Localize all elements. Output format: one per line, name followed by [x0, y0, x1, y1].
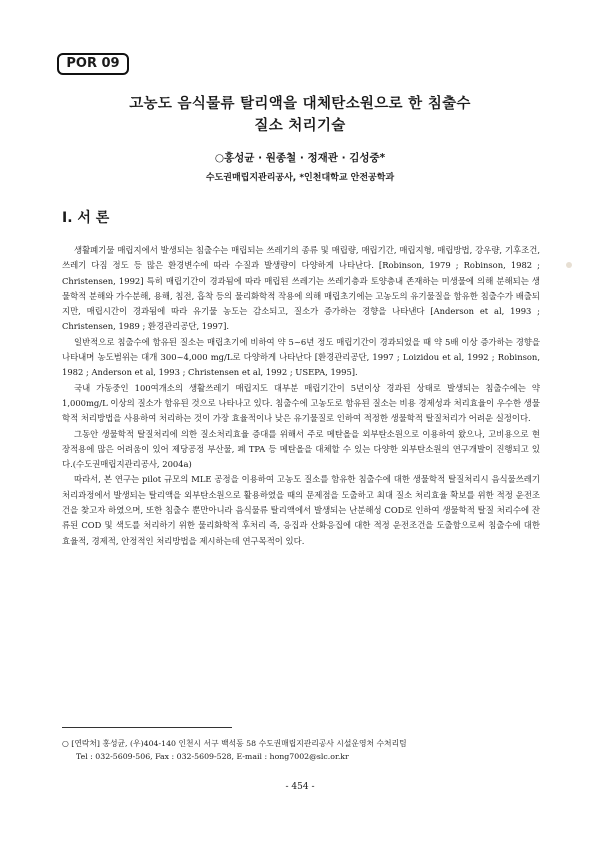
paragraph: 따라서, 본 연구는 pilot 규모의 MLE 공정을 이용하여 고농도 질소를 함유한 침출수에 대한 생물학적 탈질처리시 음식물쓰레기 처리과정에서 발생되는 탈리액을 외부탄소원으로 활용하였을 때의 문제점을 도출하고 최대 질소 처리효율 확보를 위한 적정 운전조건을 찾고자 하였으며, 또한 침출수 뿐만아니라 음식물류 탈리액에서 발생되는 난분해성 COD로 인하여 생물학적 탈질 처리수에 잔류된 COD 및 색도를 처리하기 위한 물리화학적 후처리 즉, 응집과 산화응집에 대한 적정 운전조건을 도출함으로써 침출수에 대한 효율적, 경제적, 안정적인 처리방법을 제시하는데 연구목적이 있다. [62, 474, 540, 546]
paper-title-line-2: 질소 처리기술 [254, 118, 346, 134]
paper-title-line-1: 고농도 음식물류 탈리액을 대체탄소원으로 한 침출수 [129, 96, 471, 112]
paragraph: 생활폐기물 매립지에서 발생되는 침출수는 매립되는 쓰레기의 종류 및 매립량, 매립기간, 매립지형, 매립방법, 강우량, 기후조건, 쓰레기 다짐 정도 등 많은 환경변수에 따라 수질과 발생량이 다양하게 나타난다. [Robinson, 1979 ; Robinson, 1982 ; Christensen, 1992] 특히 매립기간이 경과됨에 따라 매립된 쓰레기는 쓰레기층과 토양층내 존재하는 미생물에 의해 분해되는 생물학적 분해와 가수분해, 용해, 침전, 흡착 등의 물리화학적 작용에 의해 매립초기에는 고농도의 유기물질을 함유한 침출수가 배출되지만, 매립시간이 경과됨에 따라 유기물 농도는 감소되고, 질소가 증가하는 경향을 나타낸다 [Anderson et al, 1993 ; Christensen, 1989 ; 환경관리공단, 1997]. [62, 245, 540, 332]
footnote-phone-email: Tel : 032-5609-506, Fax : 032-5609-528, E-mail : hong7002@slc.or.kr [76, 752, 349, 761]
page-number: - 454 - [285, 782, 315, 792]
session-tag: POR 09 [57, 53, 129, 75]
paragraph: 국내 가동중인 100여개소의 생활쓰레기 매립지도 대부분 매립기간이 5년이상 경과된 상태로 발생되는 침출수에는 약 1,000mg/L 이상의 질소가 함유된 것으로 나타나고 있다. 침출수에 고농도로 함유된 질소는 비용 경제성과 처리효율이 우수한 생물학적 처리방법을 사용하여 처리하는 것이 가장 효율적이나 낮은 유기물질로 인하여 적정한 생물학적 탈질처리가 어려운 실정이다. [62, 382, 540, 424]
paragraph: 그동안 생물학적 탈질처리에 의한 질소처리효율 증대를 위해서 주로 메탄올을 외부탄소원으로 이용하여 왔으나, 고비용으로 현장적용에 많은 어려움이 있어 제당공정 부산물, 폐 TPA 등 메탄올을 대체할 수 있는 다양한 외부탄소원의 연구개발이 진행되고 있다.(수도권매립지관리공사, 2004a) [62, 428, 540, 470]
footnote-divider [62, 727, 232, 728]
footnote-contact: ○ [연락처] 홍성균, (우)404-140 인천시 서구 백석동 58 수도권매립지관리공사 시설운영처 수처리팀 [62, 739, 407, 748]
section-heading: Ⅰ. 서 론 [62, 210, 110, 226]
paragraph: 일반적으로 침출수에 함유된 질소는 매립초기에 비하여 약 5~6년 정도 매립기간이 경과되었을 때 약 5배 이상 증가하는 경향을 나타내며 농도범위는 대개 300~4,000 mg/L로 다양하게 나타난다 [환경관리공단, 1997 ; Loizidou et al, 1992 ; Robinson, 1982 ; Anderson et al, 1993 ; Christensen et al, 1992 ; USEPA, 1995]. [62, 336, 540, 378]
body-text [62, 243, 540, 549]
affiliation: 수도권매립지관리공사, *인천대학교 안전공학과 [205, 173, 395, 183]
scan-speck [566, 262, 572, 268]
author-list: ○홍성균 · 원종철 · 정재관 · 김성중* [214, 152, 386, 164]
footnote [62, 737, 540, 763]
